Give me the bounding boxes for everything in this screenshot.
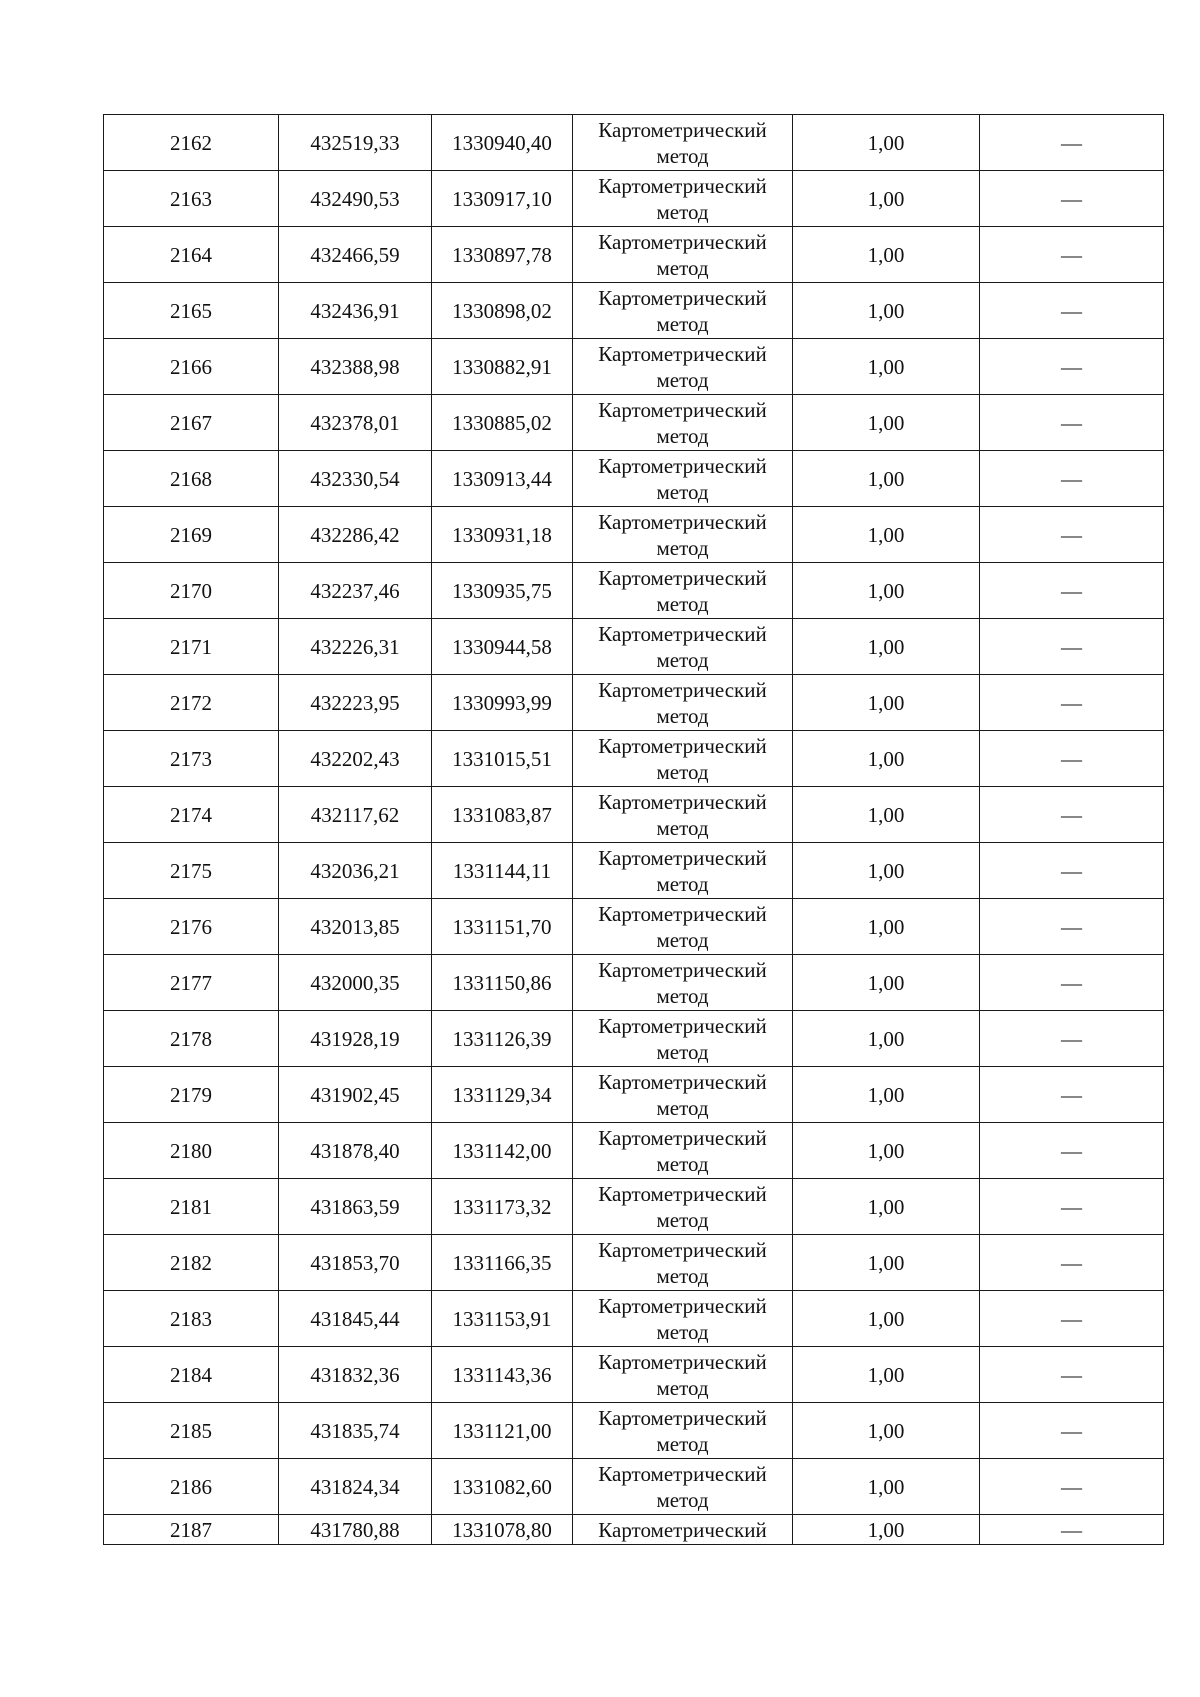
method-line-2: метод	[656, 1207, 709, 1232]
x-coordinate-cell: 431878,40	[279, 1123, 432, 1179]
method-line-2: метод	[656, 983, 709, 1008]
y-coordinate-cell: 1330993,99	[432, 675, 573, 731]
point-number-cell: 2163	[104, 171, 279, 227]
note-cell: —	[980, 1459, 1164, 1515]
x-coordinate-cell: 432436,91	[279, 283, 432, 339]
accuracy-cell: 1,00	[793, 843, 980, 899]
method-line-2: метод	[656, 199, 709, 224]
point-number-cell: 2184	[104, 1347, 279, 1403]
note-cell: —	[980, 115, 1164, 171]
accuracy-cell: 1,00	[793, 115, 980, 171]
y-coordinate-cell: 1331142,00	[432, 1123, 573, 1179]
note-cell: —	[980, 843, 1164, 899]
point-number-cell: 2167	[104, 395, 279, 451]
method-line-2: метод	[656, 1095, 709, 1120]
table-row	[104, 843, 1164, 899]
y-coordinate-cell: 1331083,87	[432, 787, 573, 843]
table-row	[104, 1235, 1164, 1291]
table-row	[104, 1459, 1164, 1515]
method-line-1: Картометрический	[598, 789, 767, 814]
table-row	[104, 451, 1164, 507]
note-cell: —	[980, 619, 1164, 675]
method-cell	[573, 843, 793, 899]
x-coordinate-cell: 432286,42	[279, 507, 432, 563]
point-number-cell: 2183	[104, 1291, 279, 1347]
method-line-1: Картометрический	[598, 733, 767, 758]
point-number-cell: 2172	[104, 675, 279, 731]
method-cell	[573, 1123, 793, 1179]
method-line-2: метод	[656, 367, 709, 392]
method-line-1: Картометрический	[598, 453, 767, 478]
method-line-1: Картометрический	[598, 1293, 767, 1318]
y-coordinate-cell: 1331173,32	[432, 1179, 573, 1235]
x-coordinate-cell: 431853,70	[279, 1235, 432, 1291]
table-row	[104, 731, 1164, 787]
method-line-1: Картометрический	[598, 397, 767, 422]
y-coordinate-cell: 1330917,10	[432, 171, 573, 227]
accuracy-cell: 1,00	[793, 731, 980, 787]
method-line-1: Картометрический	[598, 1013, 767, 1038]
x-coordinate-cell: 432226,31	[279, 619, 432, 675]
method-cell	[573, 451, 793, 507]
x-coordinate-cell: 432466,59	[279, 227, 432, 283]
method-line-1: Картометрический	[598, 1461, 767, 1486]
table-row	[104, 1123, 1164, 1179]
accuracy-cell: 1,00	[793, 1515, 980, 1545]
table-row	[104, 283, 1164, 339]
coordinates-table	[103, 114, 1164, 1545]
note-cell: —	[980, 955, 1164, 1011]
method-cell	[573, 1179, 793, 1235]
point-number-cell: 2180	[104, 1123, 279, 1179]
method-line-2: метод	[656, 1319, 709, 1344]
note-cell: —	[980, 899, 1164, 955]
point-number-cell: 2165	[104, 283, 279, 339]
table-row	[104, 787, 1164, 843]
method-cell	[573, 619, 793, 675]
note-cell: —	[980, 787, 1164, 843]
x-coordinate-cell: 432378,01	[279, 395, 432, 451]
method-line-2: метод	[656, 479, 709, 504]
method-line-1: Картометрический	[598, 285, 767, 310]
x-coordinate-cell: 431845,44	[279, 1291, 432, 1347]
method-line-2: метод	[656, 255, 709, 280]
table-body	[104, 115, 1164, 1545]
method-cell	[573, 1403, 793, 1459]
note-cell: —	[980, 1179, 1164, 1235]
point-number-cell: 2166	[104, 339, 279, 395]
y-coordinate-cell: 1331166,35	[432, 1235, 573, 1291]
method-line-1: Картометрический	[598, 1517, 767, 1542]
point-number-cell: 2164	[104, 227, 279, 283]
accuracy-cell: 1,00	[793, 451, 980, 507]
accuracy-cell: 1,00	[793, 395, 980, 451]
method-cell	[573, 395, 793, 451]
y-coordinate-cell: 1330935,75	[432, 563, 573, 619]
point-number-cell: 2175	[104, 843, 279, 899]
method-line-1: Картометрический	[598, 1125, 767, 1150]
table-row	[104, 619, 1164, 675]
method-line-1: Картометрический	[598, 565, 767, 590]
note-cell: —	[980, 1347, 1164, 1403]
method-cell	[573, 507, 793, 563]
accuracy-cell: 1,00	[793, 563, 980, 619]
x-coordinate-cell: 431902,45	[279, 1067, 432, 1123]
point-number-cell: 2181	[104, 1179, 279, 1235]
y-coordinate-cell: 1331150,86	[432, 955, 573, 1011]
y-coordinate-cell: 1330940,40	[432, 115, 573, 171]
method-line-2: метод	[656, 535, 709, 560]
method-line-2: метод	[656, 1431, 709, 1456]
accuracy-cell: 1,00	[793, 955, 980, 1011]
accuracy-cell: 1,00	[793, 675, 980, 731]
y-coordinate-cell: 1331144,11	[432, 843, 573, 899]
note-cell: —	[980, 171, 1164, 227]
x-coordinate-cell: 432202,43	[279, 731, 432, 787]
method-cell	[573, 899, 793, 955]
y-coordinate-cell: 1330931,18	[432, 507, 573, 563]
point-number-cell: 2169	[104, 507, 279, 563]
accuracy-cell: 1,00	[793, 1123, 980, 1179]
note-cell: —	[980, 507, 1164, 563]
point-number-cell: 2170	[104, 563, 279, 619]
method-line-2: метод	[656, 927, 709, 952]
method-cell	[573, 283, 793, 339]
x-coordinate-cell: 431832,36	[279, 1347, 432, 1403]
x-coordinate-cell: 432117,62	[279, 787, 432, 843]
x-coordinate-cell: 431780,88	[279, 1515, 432, 1545]
accuracy-cell: 1,00	[793, 227, 980, 283]
method-line-1: Картометрический	[598, 1181, 767, 1206]
point-number-cell: 2174	[104, 787, 279, 843]
x-coordinate-cell: 432490,53	[279, 171, 432, 227]
y-coordinate-cell: 1330898,02	[432, 283, 573, 339]
accuracy-cell: 1,00	[793, 1347, 980, 1403]
point-number-cell: 2182	[104, 1235, 279, 1291]
method-line-2: метод	[656, 1263, 709, 1288]
note-cell: —	[980, 1123, 1164, 1179]
point-number-cell: 2162	[104, 115, 279, 171]
x-coordinate-cell: 431863,59	[279, 1179, 432, 1235]
method-cell	[573, 1235, 793, 1291]
y-coordinate-cell: 1331126,39	[432, 1011, 573, 1067]
method-line-1: Картометрический	[598, 117, 767, 142]
method-cell	[573, 1291, 793, 1347]
accuracy-cell: 1,00	[793, 339, 980, 395]
method-line-2: метод	[656, 143, 709, 168]
note-cell: —	[980, 1515, 1164, 1545]
method-line-1: Картометрический	[598, 1349, 767, 1374]
note-cell: —	[980, 395, 1164, 451]
method-cell	[573, 171, 793, 227]
point-number-cell: 2185	[104, 1403, 279, 1459]
note-cell: —	[980, 563, 1164, 619]
point-number-cell: 2176	[104, 899, 279, 955]
accuracy-cell: 1,00	[793, 1067, 980, 1123]
method-line-1: Картометрический	[598, 621, 767, 646]
method-line-2: метод	[656, 647, 709, 672]
y-coordinate-cell: 1331143,36	[432, 1347, 573, 1403]
accuracy-cell: 1,00	[793, 1235, 980, 1291]
accuracy-cell: 1,00	[793, 1291, 980, 1347]
accuracy-cell: 1,00	[793, 171, 980, 227]
x-coordinate-cell: 432000,35	[279, 955, 432, 1011]
accuracy-cell: 1,00	[793, 1459, 980, 1515]
method-line-2: метод	[656, 591, 709, 616]
method-line-1: Картометрический	[598, 173, 767, 198]
table-row	[104, 171, 1164, 227]
table-row	[104, 1403, 1164, 1459]
table-row	[104, 675, 1164, 731]
method-cell	[573, 115, 793, 171]
y-coordinate-cell: 1330897,78	[432, 227, 573, 283]
point-number-cell: 2187	[104, 1515, 279, 1545]
table-row	[104, 507, 1164, 563]
method-line-1: Картометрический	[598, 1069, 767, 1094]
x-coordinate-cell: 432330,54	[279, 451, 432, 507]
table-row	[104, 1347, 1164, 1403]
x-coordinate-cell: 432013,85	[279, 899, 432, 955]
method-line-2: метод	[656, 1151, 709, 1176]
note-cell: —	[980, 1235, 1164, 1291]
method-line-1: Картометрический	[598, 1405, 767, 1430]
accuracy-cell: 1,00	[793, 283, 980, 339]
accuracy-cell: 1,00	[793, 899, 980, 955]
note-cell: —	[980, 451, 1164, 507]
x-coordinate-cell: 432519,33	[279, 115, 432, 171]
method-line-2: метод	[656, 759, 709, 784]
y-coordinate-cell: 1330944,58	[432, 619, 573, 675]
method-cell	[573, 1011, 793, 1067]
note-cell: —	[980, 1291, 1164, 1347]
table-row	[104, 1179, 1164, 1235]
method-line-2: метод	[656, 423, 709, 448]
note-cell: —	[980, 1403, 1164, 1459]
note-cell: —	[980, 731, 1164, 787]
method-line-1: Картометрический	[598, 509, 767, 534]
y-coordinate-cell: 1331129,34	[432, 1067, 573, 1123]
method-cell	[573, 1515, 793, 1545]
method-line-2: метод	[656, 703, 709, 728]
y-coordinate-cell: 1331153,91	[432, 1291, 573, 1347]
y-coordinate-cell: 1331078,80	[432, 1515, 573, 1545]
point-number-cell: 2178	[104, 1011, 279, 1067]
method-cell	[573, 675, 793, 731]
method-line-1: Картометрический	[598, 957, 767, 982]
method-cell	[573, 955, 793, 1011]
method-line-1: Картометрический	[598, 1237, 767, 1262]
note-cell: —	[980, 227, 1164, 283]
note-cell: —	[980, 283, 1164, 339]
x-coordinate-cell: 432237,46	[279, 563, 432, 619]
point-number-cell: 2168	[104, 451, 279, 507]
table-row	[104, 899, 1164, 955]
note-cell: —	[980, 339, 1164, 395]
y-coordinate-cell: 1331121,00	[432, 1403, 573, 1459]
accuracy-cell: 1,00	[793, 619, 980, 675]
y-coordinate-cell: 1330882,91	[432, 339, 573, 395]
method-line-2: метод	[656, 871, 709, 896]
x-coordinate-cell: 431835,74	[279, 1403, 432, 1459]
method-line-2: метод	[656, 815, 709, 840]
point-number-cell: 2171	[104, 619, 279, 675]
method-cell	[573, 1347, 793, 1403]
y-coordinate-cell: 1330885,02	[432, 395, 573, 451]
accuracy-cell: 1,00	[793, 507, 980, 563]
method-cell	[573, 227, 793, 283]
table-row	[104, 395, 1164, 451]
x-coordinate-cell: 432223,95	[279, 675, 432, 731]
x-coordinate-cell: 431928,19	[279, 1011, 432, 1067]
method-cell	[573, 731, 793, 787]
y-coordinate-cell: 1330913,44	[432, 451, 573, 507]
accuracy-cell: 1,00	[793, 1011, 980, 1067]
table-row	[104, 115, 1164, 171]
method-line-1: Картометрический	[598, 229, 767, 254]
method-line-1: Картометрический	[598, 901, 767, 926]
note-cell: —	[980, 675, 1164, 731]
method-line-2: метод	[656, 1039, 709, 1064]
y-coordinate-cell: 1331082,60	[432, 1459, 573, 1515]
accuracy-cell: 1,00	[793, 1403, 980, 1459]
table-row	[104, 1067, 1164, 1123]
point-number-cell: 2177	[104, 955, 279, 1011]
method-cell	[573, 787, 793, 843]
y-coordinate-cell: 1331015,51	[432, 731, 573, 787]
method-line-2: метод	[656, 1487, 709, 1512]
note-cell: —	[980, 1067, 1164, 1123]
method-cell	[573, 1459, 793, 1515]
x-coordinate-cell: 431824,34	[279, 1459, 432, 1515]
method-line-1: Картометрический	[598, 341, 767, 366]
table-row	[104, 339, 1164, 395]
method-line-2: метод	[656, 1375, 709, 1400]
method-line-2: метод	[656, 311, 709, 336]
method-cell	[573, 1067, 793, 1123]
point-number-cell: 2179	[104, 1067, 279, 1123]
table-row	[104, 1515, 1164, 1545]
point-number-cell: 2186	[104, 1459, 279, 1515]
table-row	[104, 563, 1164, 619]
accuracy-cell: 1,00	[793, 787, 980, 843]
table-row	[104, 1011, 1164, 1067]
x-coordinate-cell: 432388,98	[279, 339, 432, 395]
method-cell	[573, 339, 793, 395]
method-cell	[573, 563, 793, 619]
y-coordinate-cell: 1331151,70	[432, 899, 573, 955]
note-cell: —	[980, 1011, 1164, 1067]
table-row	[104, 955, 1164, 1011]
method-line-1: Картометрический	[598, 845, 767, 870]
accuracy-cell: 1,00	[793, 1179, 980, 1235]
table-row	[104, 1291, 1164, 1347]
table-row	[104, 227, 1164, 283]
method-line-1: Картометрический	[598, 677, 767, 702]
x-coordinate-cell: 432036,21	[279, 843, 432, 899]
point-number-cell: 2173	[104, 731, 279, 787]
